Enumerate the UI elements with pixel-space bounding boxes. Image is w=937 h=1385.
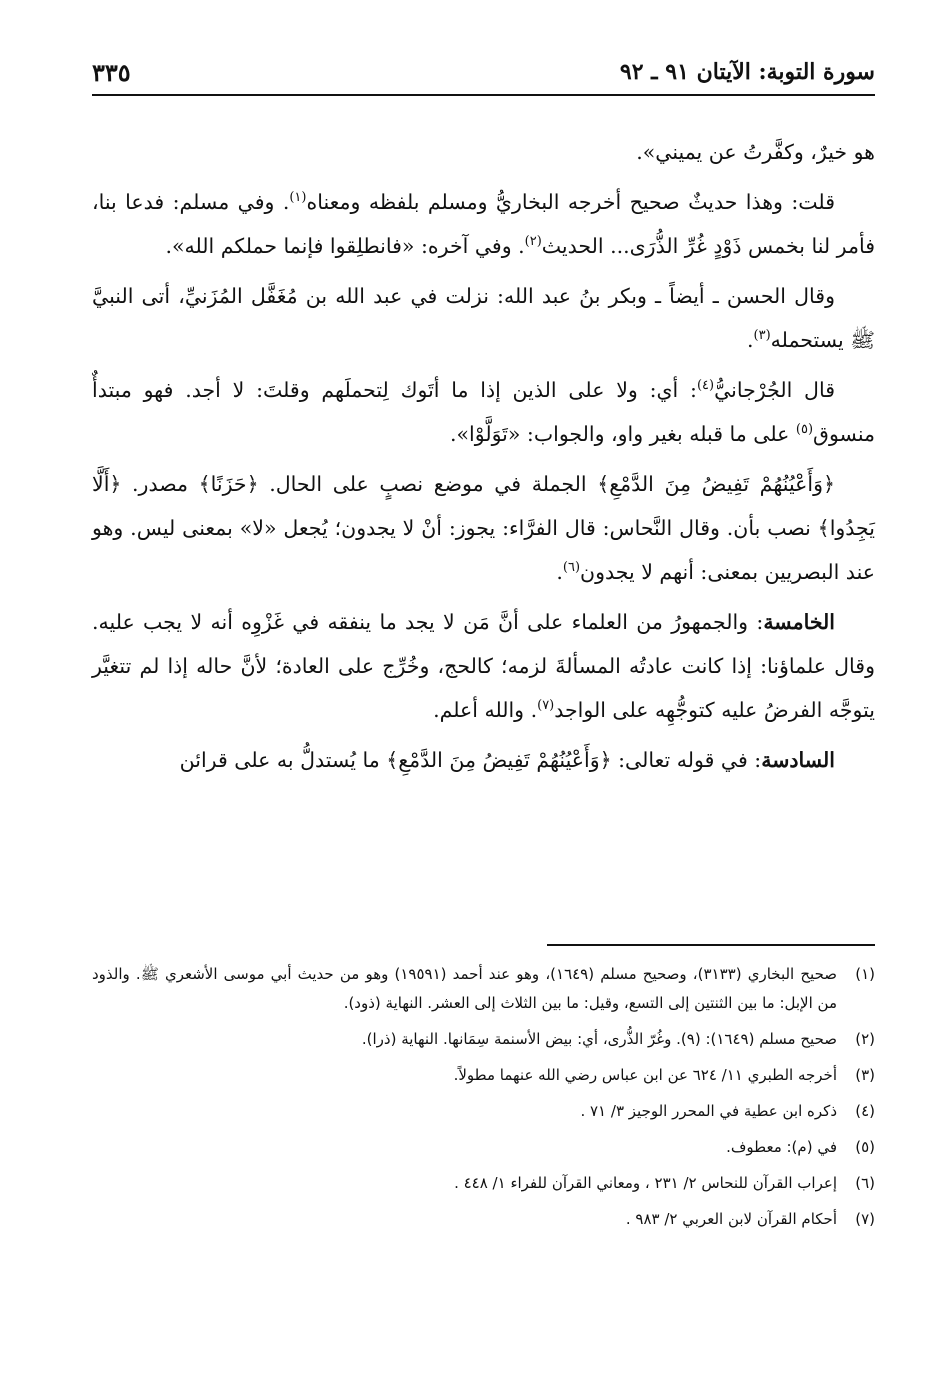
text-run: . وفي مسلم: فدعا بنا، فأمر لنا بخمس ذَوْدٍ غُرِّ الذُّرَى... الحديث	[92, 190, 875, 258]
footnote	[92, 1025, 875, 1054]
text-run: قال الجُرْجانيُّ	[714, 378, 835, 402]
footnote-number: (٤)	[855, 1102, 875, 1120]
text-run: . والله أعلم.	[433, 698, 538, 722]
footnote	[92, 1097, 875, 1126]
page-number: ٣٣٥	[92, 57, 131, 87]
footnote-ref-4[interactable]: (٤)	[696, 378, 715, 394]
footnote	[92, 1061, 875, 1090]
running-header	[92, 52, 875, 92]
footnote-ref-5[interactable]: (٥)	[795, 422, 814, 438]
paragraph-7	[92, 738, 875, 782]
footnote	[92, 1133, 875, 1162]
footnote-ref-2[interactable]: (٢)	[524, 234, 542, 250]
paragraph-5	[92, 462, 875, 594]
footnote-rule	[547, 944, 875, 946]
footnote-text: في (م): معطوف.	[726, 1138, 837, 1156]
text-run: هو خيرٌ، وكفَّرتُ عن يميني».	[636, 140, 875, 164]
footnote-text: ذكره ابن عطية في المحرر الوجيز ٣/ ٧١ .	[580, 1102, 837, 1120]
text-run: قلت: وهذا حديثٌ صحيح أخرجه البخاريُّ ومسلم بلفظه ومعناه	[306, 190, 835, 214]
header-rule	[92, 94, 875, 96]
footnote-number: (٦)	[855, 1174, 875, 1192]
paragraph-6	[92, 600, 875, 732]
text-run: وقال الحسن ـ أيضاً ـ وبكر بنُ عبد الله: نزلت في عبد الله بن مُغَفَّل المُزَنيِّ، أتى النبيَّ ﷺ يستحمله	[92, 284, 875, 352]
footnote-ref-7[interactable]: (٧)	[537, 698, 555, 714]
text-run: . وفي آخره: «فانطلِقوا فإنما حملكم الله».	[165, 234, 525, 258]
text-run: ﴿وَأَعْيُنُهُمْ تَفِيضُ مِنَ الدَّمْعِ﴾ الجملة في موضع نصبٍ على الحال. ﴿حَزَنًا﴾ مصدر. ﴿أَلَّا يَجِدُوا﴾ نصب بأن. وقال النَّحاس: قال الفرَّاء: يجوز: أنْ لا يجدون؛ يُجعل «لا» بمعنى ليس. وهو عند البصريين بمعنى: أنهم لا يجدون	[92, 472, 875, 584]
footnote-text: أخرجه الطبري ١١/ ٦٢٤ عن ابن عباس رضي الله عنهما مطولاً.	[453, 1066, 837, 1084]
footnote-ref-6[interactable]: (٦)	[562, 560, 581, 576]
footnote-number: (٢)	[855, 1030, 875, 1048]
main-text	[92, 130, 875, 788]
footnote-number: (٥)	[855, 1138, 875, 1156]
text-run: على ما قبله بغير واو، والجواب: «تَوَلَّوْا».	[449, 422, 796, 446]
text-run: : أي: ولا على الذين إذا ما أتَوك لِتحملَهم وقلتَ: لا أجد. فهو مبتدأٌ منسوق	[92, 378, 875, 446]
footnote-text: صحيح مسلم (١٦٤٩): (٩). وغُرّ الذُّرى، أي: بيض الأسنمة سِمَانها. النهاية (ذرا).	[361, 1030, 837, 1048]
footnote-text: إعراب القرآن للنحاس ٢/ ٢٣١ ، ومعاني القرآن للفراء ١/ ٤٤٨ .	[454, 1174, 837, 1192]
footnote-ref-1[interactable]: (١)	[289, 190, 307, 206]
footnote	[92, 1169, 875, 1198]
footnote-ref-3[interactable]: (٣)	[753, 328, 771, 344]
text-run: .	[556, 560, 563, 584]
text-run: .	[747, 328, 754, 352]
footnotes	[92, 960, 875, 1241]
text-run: : في قوله تعالى: ﴿وَأَعْيُنُهُمْ تَفِيضُ مِنَ الدَّمْعِ﴾ ما يُستدلُّ به على قرائن	[179, 748, 762, 772]
footnote-text: أحكام القرآن لابن العربي ٢/ ٩٨٣ .	[625, 1210, 837, 1228]
footnote-text: صحيح البخاري (٣١٣٣)، وصحيح مسلم (١٦٤٩)، وهو عند أحمد (١٩٥٩١) وهو من حديث أبي موسى الأشعري ﷺ. والذود من الإبل: ما بين الثنتين إلى التسع، وقيل: ما بين الثلاث إلى العشر. النهاية (ذود).	[92, 965, 837, 1012]
paragraph-2	[92, 180, 875, 268]
text-run: : والجمهورُ من العلماء على أنَّ مَن لا يجد ما ينفقه في غَزْوِه أنه لا يجب عليه. وقال علماؤنا: إذا كانت عادتُه المسألةَ لزمه؛ كالحج، وخُرِّج على العادة؛ لأنَّ حاله إذا لم تتغيَّر يتوجَّه الفرضُ عليه كتوجُّهِه على الواجد	[92, 610, 875, 722]
footnote	[92, 960, 875, 1018]
footnote-number: (٧)	[855, 1210, 875, 1228]
paragraph-3	[92, 274, 875, 362]
footnote	[92, 1205, 875, 1234]
paragraph-1	[92, 130, 875, 174]
section-lead-sixth: السادسة	[761, 748, 835, 772]
footnote-number: (٣)	[855, 1066, 875, 1084]
paragraph-4	[92, 368, 875, 456]
footnote-number: (١)	[855, 965, 875, 983]
section-lead-fifth: الخامسة	[763, 610, 835, 634]
surah-title: سورة التوبة: الآيتان ٩١ ـ ٩٢	[619, 59, 875, 85]
